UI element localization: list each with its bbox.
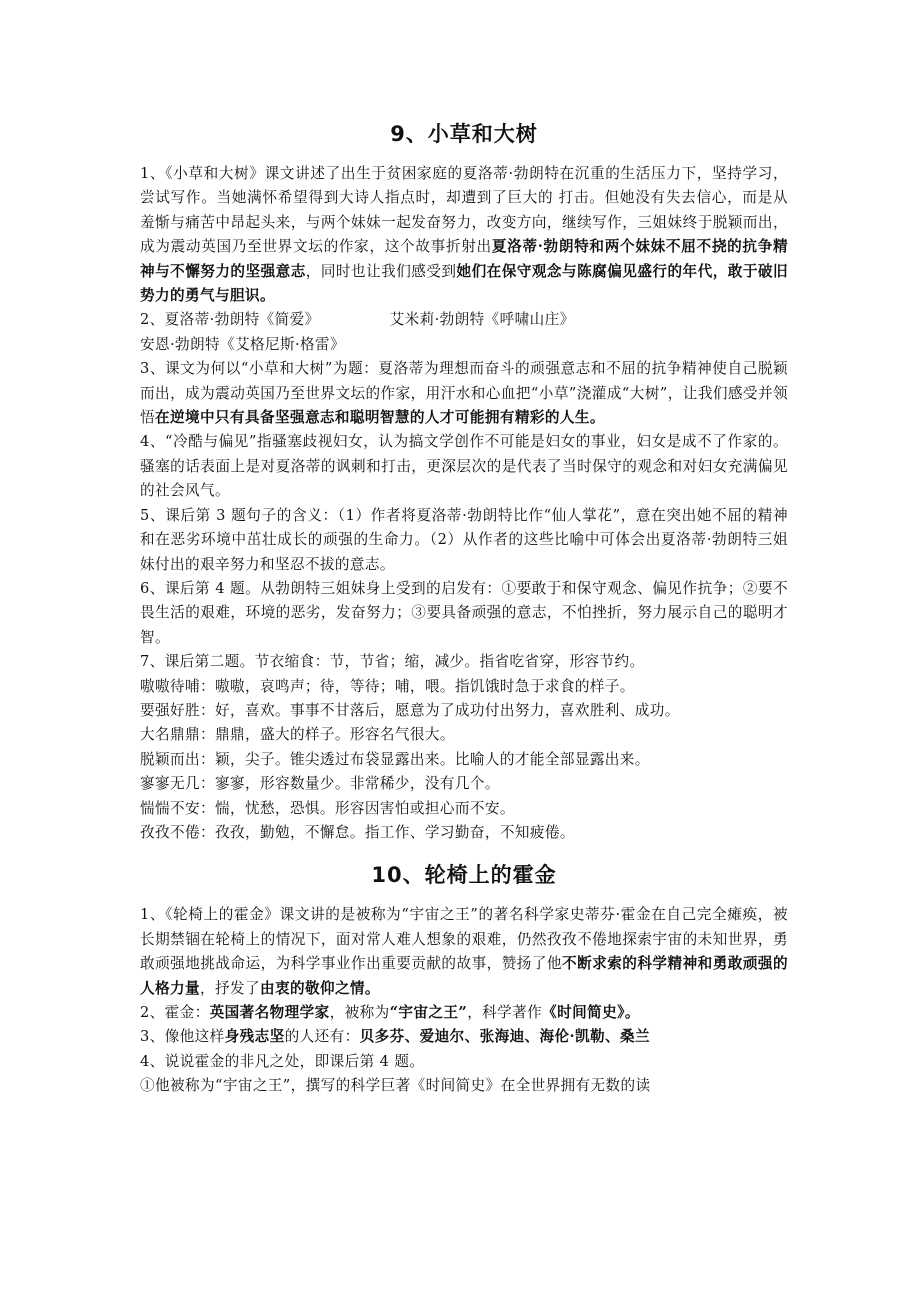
word-entry: 大名鼎鼎：鼎鼎，盛大的样子。形容名气很大。 (140, 726, 455, 744)
paragraph-6: 6、课后第 4 题。从勃朗特三姐妹身上受到的启发有：①要敢于和保守观念、偏见作抗争；②要不畏生活的艰难，环境的恶劣，发奋努力；③要具备顽强的意志，不怕挫折，努力展示自己的聪明才智。 (140, 579, 788, 646)
document-page (140, 118, 788, 1099)
paragraph-2-cont: 安恩·勃朗特《艾格尼斯·格雷》 (140, 335, 345, 353)
word-entry: 寥寥无几：寥寥，形容数量少。非常稀少，没有几个。 (140, 775, 500, 793)
paragraph-1: 1、《小草和大树》课文讲述了出生于贫困家庭的夏洛蒂·勃朗特在沉重的生活压力下，坚持学习，尝试写作。当她满怀希望得到大诗人指点时，却遭到了巨大的 打击。但她没有失去信心，而是从羞惭与痛苦中昂起头来，与两个妹妹一起发奋努力，改变方向，继续写作，三姐妹终于脱颖而出，成为震动英国乃至世界文坛的作家，这个故事折射出夏洛蒂·勃朗特和两个妹妹不屈不挠的抗争精神与不懈努力的坚强意志，同时也让我们感受到她们在保守观念与陈腐偏见盛行的年代，敢于破旧势力的勇气与胆识。 (140, 165, 788, 305)
word-entry: 脱颖而出：颖，尖子。锥尖透过布袋显露出来。比喻人的才能全部显露出来。 (140, 750, 650, 768)
word-entry: 孜孜不倦：孜孜，勤勉，不懈怠。指工作、学习勤奋，不知疲倦。 (140, 823, 575, 841)
paragraph-3: 3、像他这样身残志坚的人还有：贝多芬、爱迪尔、张海迪、海伦·凯勒、桑兰 (140, 1028, 650, 1046)
paragraph-2: 2、霍金：英国著名物理学家，被称为“宇宙之王”，科学著作《时间简史》。 (140, 1004, 640, 1021)
word-entry: 嗷嗷待哺：嗷嗷，哀鸣声；待，等待；哺，喂。指饥饿时急于求食的样子。 (140, 677, 635, 695)
paragraph-5: 5、课后第 3 题句子的含义：（1）作者将夏洛蒂·勃朗特比作“仙人掌花”，意在突出她不屈的精神和在恶劣环境中茁壮成长的顽强的生命力。（2）从作者的这些比喻中可体会出夏洛蒂·勃朗特三姐妹付出的艰辛努力和坚忍不拔的意志。 (140, 506, 788, 573)
paragraph-2: 2、夏洛蒂·勃朗特《简爱》 艾米莉·勃朗特《呼啸山庄》 (140, 311, 575, 329)
word-entry: 惴惴不安：惴，忧愁，恐惧。形容因害怕或担心而不安。 (140, 799, 515, 817)
section-title-10: 10、轮椅上的霍金 (371, 863, 557, 888)
paragraph-3: 3、课文为何以“小草和大树”为题：夏洛蒂为理想而奋斗的顽强意志和不屈的抗争精神使自己脱颖而出，成为震动英国乃至世界文坛的作家，用汗水和心血把“小草”浇灌成“大树”，让我们感受并领悟在逆境中只有具备坚强意志和聪明智慧的人才可能拥有精彩的人生。 (140, 360, 788, 427)
word-entry: 要强好胜：好，喜欢。事事不甘落后，愿意为了成功付出努力，喜欢胜利、成功。 (140, 701, 680, 719)
paragraph-7: 7、课后第二题。节衣缩食：节，节省；缩，减少。指省吃省穿，形容节约。 (140, 653, 645, 671)
section-title-9: 9、小草和大树 (390, 122, 538, 146)
paragraph-1: 1、《轮椅上的霍金》课文讲的是被称为“宇宙之王”的著名科学家史蒂芬·霍金在自己完全瘫痪，被长期禁锢在轮椅上的情况下，面对常人难人想象的艰难，仍然孜孜不倦地探索宇宙的未知世界，勇敢顽强地挑战命运，为科学事业作出重要贡献的故事，赞扬了他不断求索的科学精神和勇敢顽强的人格力量，抒发了由衷的敬仰之情。 (140, 906, 788, 997)
paragraph-4: 4、“冷酷与偏见”指骚塞歧视妇女，认为搞文学创作不可能是妇女的事业，妇女是成不了作家的。骚塞的话表面上是对夏洛蒂的讽刺和打击，更深层次的是代表了当时保守的观念和对妇女充满偏见的社会风气。 (140, 433, 788, 500)
paragraph-5: ①他被称为“宇宙之王”，撰写的科学巨著《时间简史》在全世界拥有无数的读 (140, 1077, 651, 1095)
paragraph-4: 4、说说霍金的非凡之处，即课后第 4 题。 (140, 1052, 425, 1070)
